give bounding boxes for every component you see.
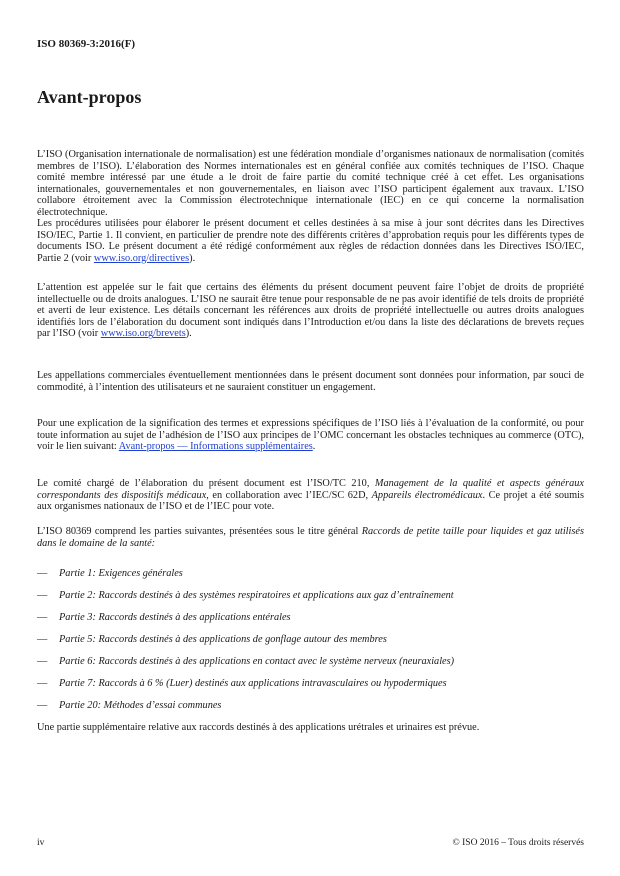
page-title: Avant-propos [37,87,142,107]
paragraph-parts-intro [37,526,584,549]
dash: — [37,656,48,667]
text: Partie 5: Raccords destinés à des applications de gonflage autour des membres [59,634,387,645]
document-header: ISO 80369-3:2016(F) [37,38,136,50]
paragraph-committee [37,478,584,513]
text: Le comité chargé de l’élaboration du présent document est l’ISO/TC 210, [37,478,375,489]
text: ). [189,252,196,264]
text: Partie 7: Raccords à 6 % (Luer) destinés aux applications intravasculaires ou hypodermiques [59,678,447,689]
dash: — [37,590,48,601]
text: Partie 3: Raccords destinés à des applications entérales [59,612,291,623]
text: , en collaboration avec l’IEC/SC 62D, [206,489,372,501]
dash: — [37,678,48,689]
text: Appareils électromédicaux [371,489,483,501]
list-item [37,656,454,667]
text: Les procédures utilisées pour élaborer le présent document et celles destinées à sa mise à jour sont décrites dans les Directives ISO/IEC, Partie 1. Il convient, en particulier de prendre note des différents critères d’approbation requis pour les différents types de documents ISO. Le présent document a été rédigé conformément aux règles de rédaction données dans les Directives ISO/IEC, Partie 2 (voir [37,218,584,264]
text: Partie 1: Exigences générales [59,568,183,579]
copyright: © ISO 2016 – Tous droits réservés [452,838,584,848]
text: Partie 20: Méthodes d’essai communes [59,700,222,711]
paragraph-iso-intro: L’ISO (Organisation internationale de normalisation) est une fédération mondiale d’organismes nationaux de normalisation (comités membres de l’ISO). L’élaboration des Normes internationales est en général confiée aux comités techniques de l’ISO. Chaque comité membre intéressé par une étude a le droit de faire partie du comité technique créé à cet effet. Les organisations internationales, gouvernementales et non gouvernementales, en liaison avec l’ISO participent également aux travaux. L’ISO collabore étroitement avec la Commission électrotechnique internationale (IEC) en ce qui concerne la normalisation électrotechnique. [37,149,584,218]
dash: — [37,568,48,579]
paragraph-conformity [37,418,584,453]
paragraph-procedures [37,218,584,264]
link-avant-propos-info[interactable]: Avant-propos — Informations supplémentaires [118,441,313,453]
list-item [37,612,291,623]
text: Partie 6: Raccords destinés à des applications en contact avec le système nerveux (neuraxiales) [59,656,455,667]
paragraph-patents [37,282,584,340]
text: Pour une explication de la signification des termes et expressions spécifiques de l’ISO liés à l’évaluation de la conformité, ou pour toute information au sujet de l’adhésion de l’ISO aux principes de l’OMC concernant les obstacles techniques au commerce (OTC), voir le lien suivant: [37,418,584,453]
dash: — [37,612,48,623]
text: L’attention est appelée sur le fait que certains des éléments du présent document peuvent faire l’objet de droits de propriété intellectuelle ou de droits analogues. L’ISO ne saurait être tenue pour responsable de ne pas avoir identifié de tels droits de propriété et averti de leur existence. Les détails concernant les références aux droits de propriété intellectuelle ou autres droits analogues identifiés lors de l’élaboration du document sont indiqués dans l’Introduction et/ou dans la liste des déclarations de brevets reçues par l’ISO (voir [37,282,584,340]
paragraph-additional-part: Une partie supplémentaire relative aux raccords destinés à des applications urétrales et urinaires est prévue. [37,722,480,733]
dash: — [37,634,48,645]
list-item [37,678,447,689]
text: . Ce projet a été soumis aux organismes nationaux de l’ISO et de l’IEC pour vote. [37,489,585,513]
dash: — [37,700,48,711]
list-item [37,590,454,601]
list-item [37,634,387,645]
text: Partie 2: Raccords destinés à des systèmes respiratoires et applications aux gaz d’entraînement [59,590,454,601]
text: Raccords de petite taille pour liquides et gaz utilisés dans le domaine de la santé: [37,526,584,549]
list-item [37,568,183,579]
page-number: iv [37,838,45,848]
list-item [37,700,221,711]
text: L’ISO 80369 comprend les parties suivantes, présentées sous le titre général [37,526,362,537]
text: . [312,441,316,453]
text: Management de la qualité et aspects généraux correspondants des dispositifs médicaux [37,478,584,501]
link-brevets[interactable]: www.iso.org/brevets [100,328,186,340]
text: ). [185,328,192,340]
paragraph-trade-names: Les appellations commerciales éventuellement mentionnées dans le présent document sont données pour information, par souci de commodité, à l’intention des utilisateurs et ne sauraient constituer un engagement. [37,370,584,393]
link-directives[interactable]: www.iso.org/directives [93,252,190,264]
